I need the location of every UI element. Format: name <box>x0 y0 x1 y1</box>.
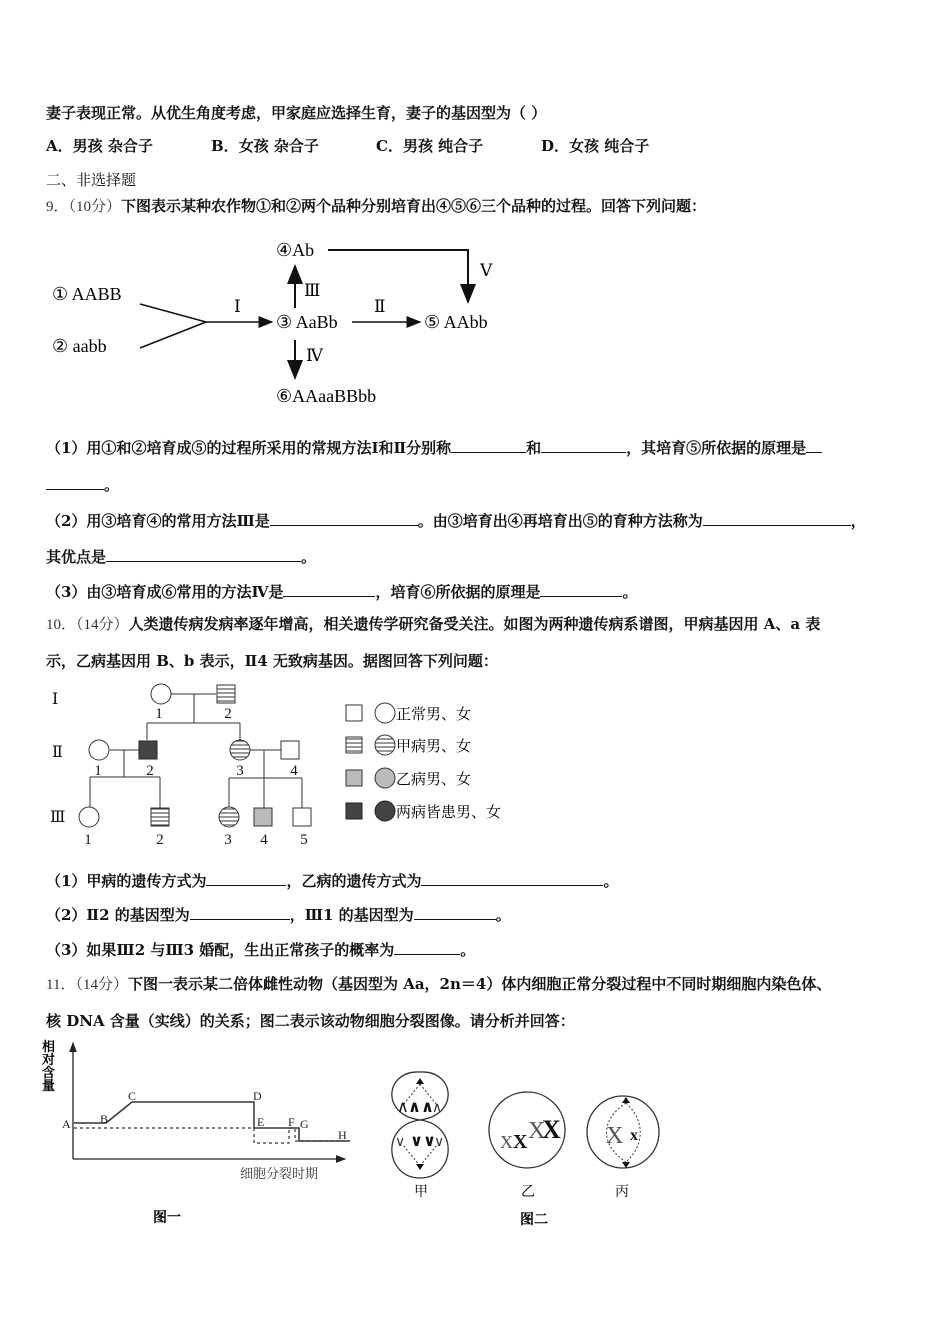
cell-yi <box>489 1092 565 1168</box>
svg-text:∧: ∧ <box>397 1099 409 1116</box>
cell-bing-label: 丙 <box>615 1185 629 1200</box>
svg-text:F: F <box>288 1115 295 1129</box>
node-4: ④Ab <box>276 240 315 260</box>
answer-blank[interactable] <box>414 904 496 920</box>
svg-text:x: x <box>630 1127 638 1144</box>
answer-blank[interactable] <box>206 870 286 886</box>
legend-both-male-icon <box>346 803 362 819</box>
edge-V: Ⅴ <box>480 261 493 280</box>
node-1: ① AABB <box>52 284 122 304</box>
svg-text:∧: ∧ <box>432 1101 443 1116</box>
legend-normal-male-icon <box>346 705 362 721</box>
svg-text:∨: ∨ <box>395 1135 406 1150</box>
svg-text:5: 5 <box>300 832 308 848</box>
legend-jia-male-icon <box>346 737 362 753</box>
option-a[interactable]: A．男孩 杂合子 <box>46 137 153 155</box>
III-1-normal-female <box>79 807 99 827</box>
q8-options <box>46 136 649 156</box>
q9-sub3: （3）由③培育成⑥常用的方法Ⅳ是 ，培育⑥所依据的原理是 。 <box>46 583 638 601</box>
option-b[interactable]: B．女孩 杂合子 <box>211 137 319 155</box>
q9-sub1-cont: 。 <box>46 474 119 495</box>
legend-jia-female-icon <box>375 735 395 755</box>
q9-sub1: （1）用①和②培育成⑤的过程所采用的常规方法Ⅰ和Ⅱ分别称 和 ，其培育⑤所依据的原理是 <box>46 437 822 458</box>
svg-text:H: H <box>338 1128 347 1142</box>
section-heading: 二、非选择题 <box>46 171 137 189</box>
edge-II: Ⅱ <box>374 297 386 316</box>
q8-stem: 妻子表现正常。从优生角度考虑，甲家庭应选择生育，妻子的基因型为（ ） <box>46 104 547 122</box>
figure-2-cells <box>370 1060 670 1235</box>
answer-blank[interactable] <box>540 581 622 597</box>
cell-bing <box>587 1096 659 1168</box>
svg-text:G: G <box>300 1117 309 1131</box>
svg-text:X: X <box>500 1132 513 1152</box>
svg-text:Ⅲ: Ⅲ <box>50 809 66 826</box>
q10-sub2: （2）Ⅱ2 的基因型为 ，Ⅲ1 的基因型为 。 <box>46 906 511 924</box>
legend-yi-male-icon <box>346 770 362 786</box>
svg-text:X: X <box>528 1118 546 1144</box>
q11-stem-2: 核 DNA 含量（实线）的关系；图二表示该动物细胞分裂图像。请分析并回答： <box>46 1012 575 1030</box>
node-3: ③ AaBb <box>276 312 338 332</box>
q10-stem-2: 示，乙病基因用 B、b 表示，Ⅱ4 无致病基因。据图回答下列问题： <box>46 652 498 670</box>
edge-I: Ⅰ <box>234 297 241 316</box>
cell-jia-label: 甲 <box>414 1185 428 1200</box>
answer-blank[interactable] <box>394 939 460 955</box>
node-6: ⑥AAaaBBbb <box>276 386 377 406</box>
option-d[interactable]: D．女孩 纯合子 <box>541 137 650 155</box>
II-3-jia-female <box>230 740 250 760</box>
q9-sub2-cont: 其优点是 。 <box>46 548 317 566</box>
svg-text:∨∨: ∨∨ <box>410 1133 436 1150</box>
svg-text:X: X <box>542 1115 561 1144</box>
svg-text:A: A <box>62 1117 71 1131</box>
svg-text:Ⅱ: Ⅱ <box>52 744 63 761</box>
legend-normal-female-icon <box>375 703 395 723</box>
answer-blank[interactable] <box>283 581 375 597</box>
svg-text:1: 1 <box>84 832 92 848</box>
figure-2-caption: 图二 <box>520 1213 548 1228</box>
II-4-normal-male <box>281 741 299 759</box>
svg-text:4: 4 <box>260 832 268 848</box>
svg-text:X: X <box>606 1123 624 1149</box>
svg-text:E: E <box>257 1115 265 1129</box>
svg-text:4: 4 <box>290 763 298 779</box>
svg-text:甲病男、女: 甲病男、女 <box>396 739 472 755</box>
svg-text:2: 2 <box>146 763 154 779</box>
q9-stem: 9．（10分）下图表示某种农作物①和②两个品种分别培育出④⑤⑥三个品种的过程。回答下列问题： <box>46 197 707 215</box>
III-5-normal-male <box>293 808 311 826</box>
q10-stem-1: 10．（14分）人类遗传病发病率逐年增高，相关遗传学研究备受关注。如图为两种遗传病系谱图，甲病基因用 A、a 表 <box>46 615 821 633</box>
svg-text:B: B <box>100 1112 109 1126</box>
svg-text:1: 1 <box>94 763 102 779</box>
III-3-jia-female <box>219 807 239 827</box>
pedigree-legend <box>340 698 540 833</box>
svg-text:1: 1 <box>155 706 163 722</box>
svg-text:2: 2 <box>224 706 232 722</box>
svg-text:Ⅰ: Ⅰ <box>52 691 59 708</box>
answer-blank[interactable] <box>421 870 603 886</box>
III-2-jia-male <box>151 808 169 826</box>
svg-text:3: 3 <box>236 763 244 779</box>
edge-III: Ⅲ <box>304 281 321 300</box>
y-axis-label: 相对含量 <box>42 1039 56 1093</box>
I-1-normal-female <box>151 684 171 704</box>
q9-sub2: （2）用③培育④的常用方法Ⅲ是 。由③培育出④再培育出⑤的育种方法称为 ， <box>46 512 866 530</box>
answer-blank[interactable] <box>46 474 104 490</box>
answer-blank[interactable] <box>806 437 822 453</box>
svg-text:正常男、女: 正常男、女 <box>396 707 472 723</box>
svg-text:C: C <box>128 1089 137 1103</box>
q10-sub1: （1）甲病的遗传方式为 ，乙病的遗传方式为 。 <box>46 872 619 890</box>
cell-jia <box>392 1072 448 1178</box>
answer-blank[interactable] <box>190 904 290 920</box>
figure-1-chart <box>40 1035 370 1235</box>
node-5: ⑤ AAbb <box>424 312 488 332</box>
pedigree-chart <box>40 680 340 850</box>
II-2-both-male <box>139 741 157 759</box>
node-2: ② aabb <box>52 336 107 356</box>
option-c[interactable]: C．男孩 纯合子 <box>376 137 484 155</box>
svg-text:∨: ∨ <box>434 1135 445 1150</box>
answer-blank[interactable] <box>106 546 301 562</box>
answer-blank[interactable] <box>541 437 626 453</box>
III-4-yi-male <box>254 808 272 826</box>
q11-stem-1: 11．（14分）下图一表示某二倍体雌性动物（基因型为 Aa，2n＝4）体内细胞正常分裂过程中不同时期细胞内染色体、 <box>46 975 832 993</box>
q10-sub3: （3）如果Ⅲ2 与Ⅲ3 婚配，生出正常孩子的概率为 。 <box>46 941 476 959</box>
svg-text:3: 3 <box>224 832 232 848</box>
edge-IV: Ⅳ <box>306 346 323 365</box>
svg-text:D: D <box>253 1089 262 1103</box>
cell-yi-label: 乙 <box>521 1185 535 1200</box>
legend-yi-female-icon <box>375 768 395 788</box>
answer-blank[interactable] <box>703 510 851 526</box>
svg-text:∧∧: ∧∧ <box>408 1099 434 1116</box>
I-2-jia-male <box>217 685 235 703</box>
breeding-diagram <box>40 228 520 413</box>
answer-blank[interactable] <box>451 437 526 453</box>
figure-1-caption: 图一 <box>153 1211 181 1226</box>
II-1-normal-female <box>89 740 109 760</box>
svg-text:X: X <box>513 1131 528 1153</box>
legend-both-female-icon <box>375 801 395 821</box>
svg-text:2: 2 <box>156 832 164 848</box>
svg-text:两病皆患男、女: 两病皆患男、女 <box>396 805 502 821</box>
svg-text:乙病男、女: 乙病男、女 <box>396 772 472 788</box>
x-axis-label: 细胞分裂时期 <box>240 1166 319 1181</box>
answer-blank[interactable] <box>270 510 418 526</box>
